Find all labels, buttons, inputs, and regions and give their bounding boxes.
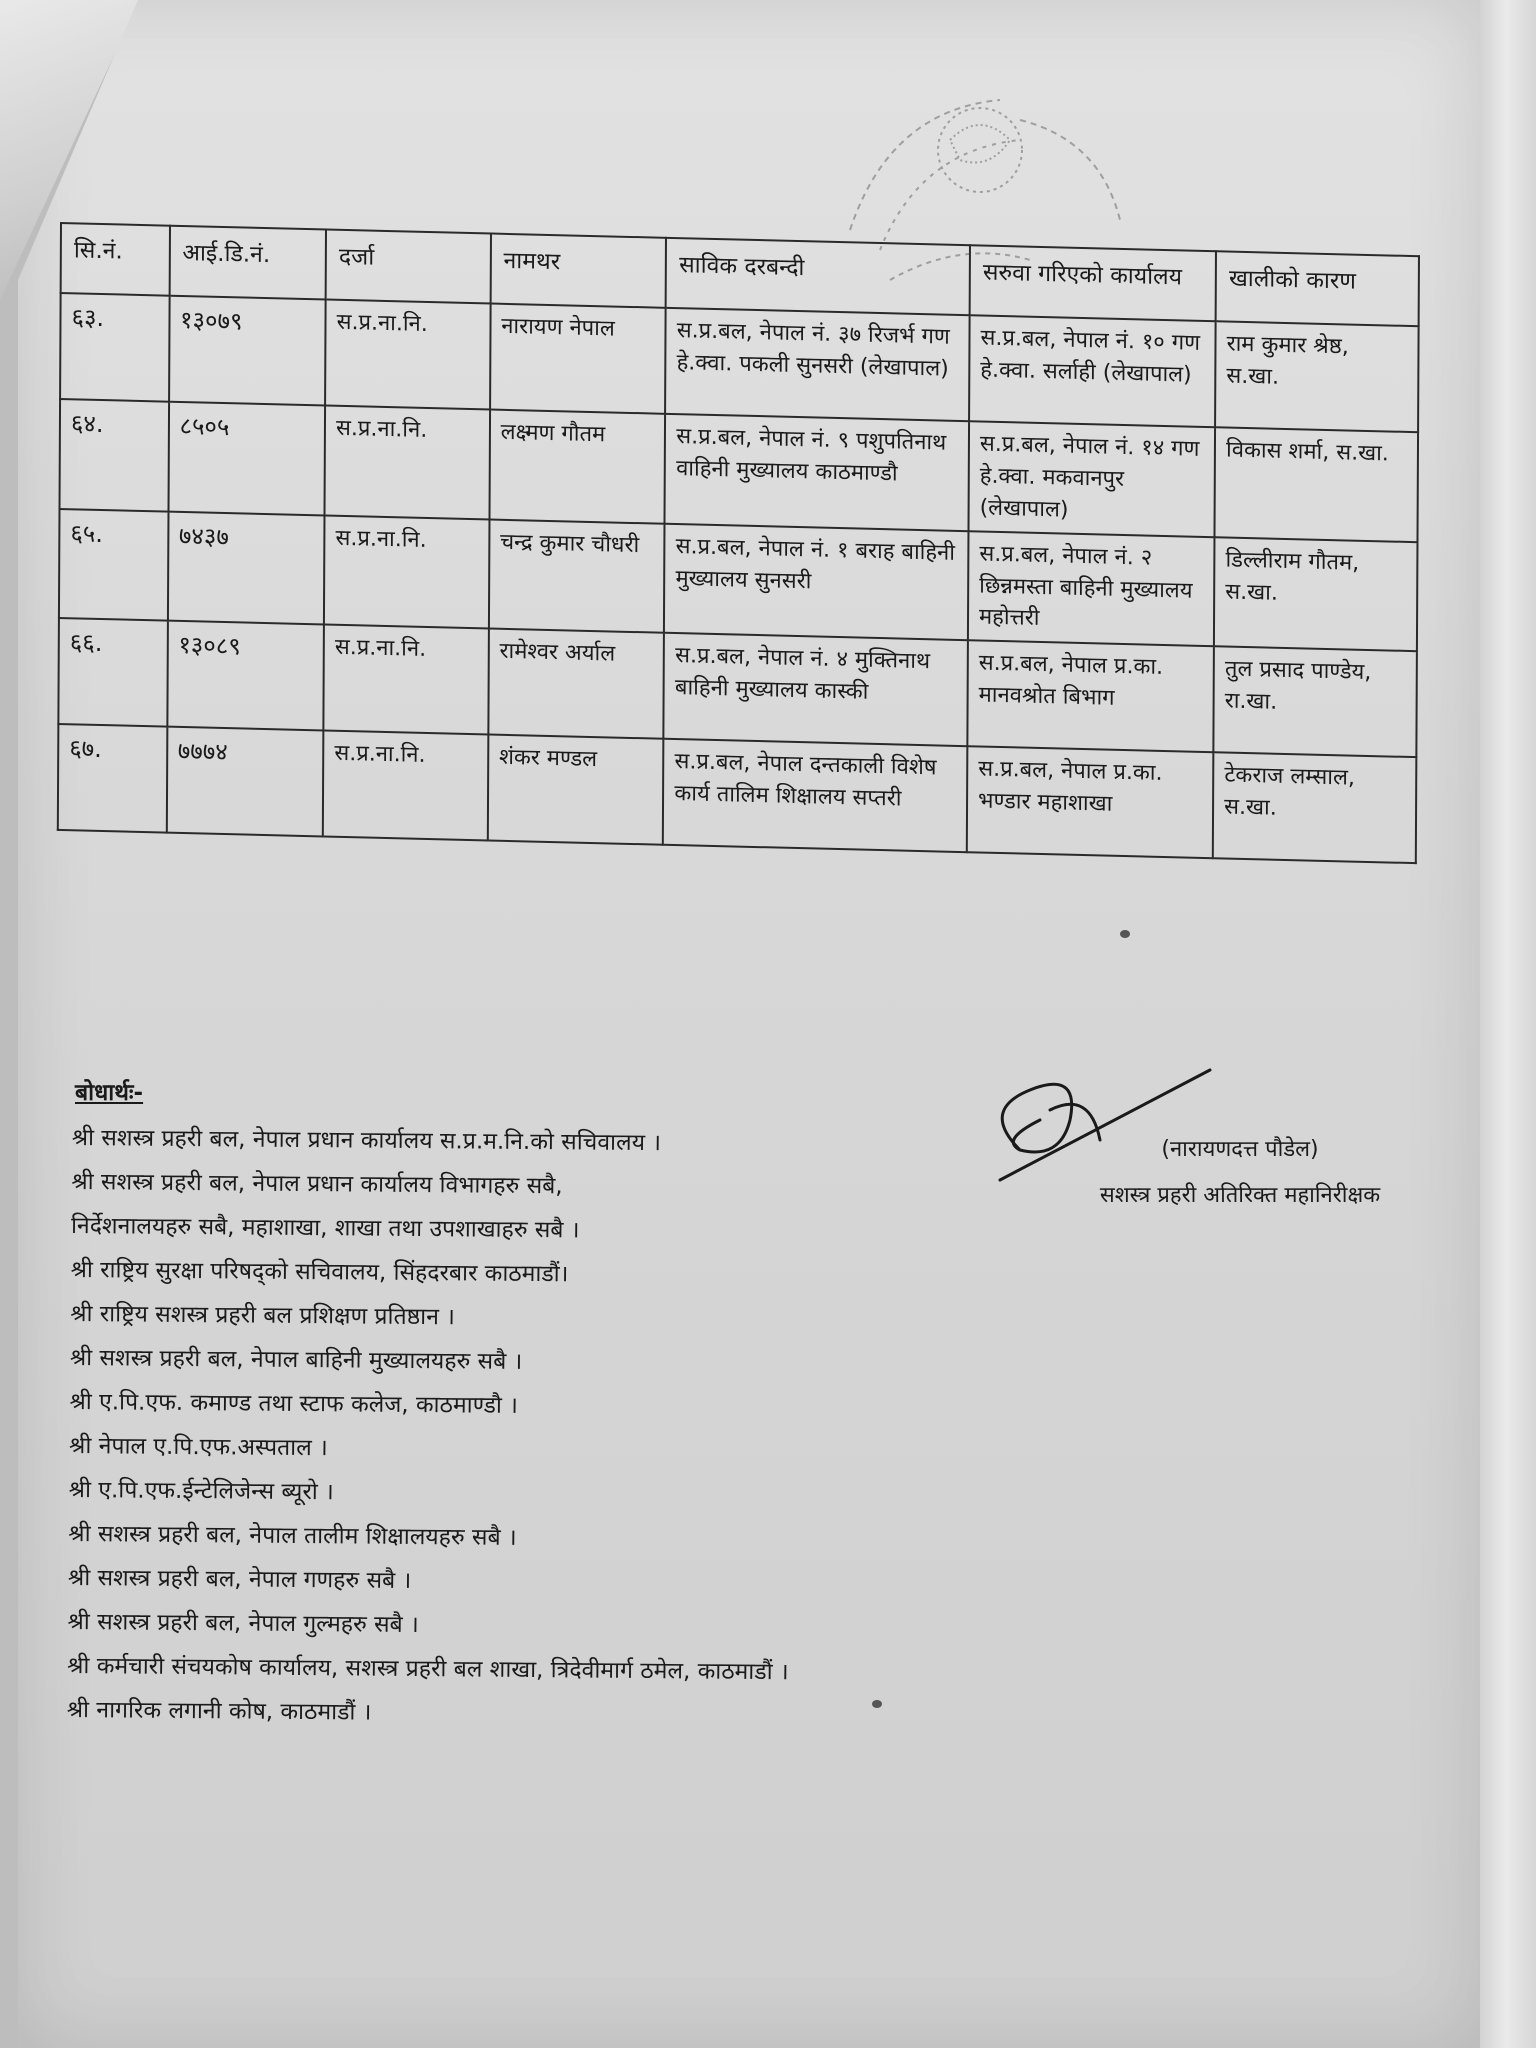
cell-id: ७४३७	[167, 511, 324, 624]
column-header: आई.डि.नं.	[169, 226, 326, 300]
cell-name: शंकर मण्डल	[488, 735, 664, 845]
cell-transferred-office: स.प्र.बल, नेपाल नं. १० गण हे.क्वा. सर्लाही (लेखापाल)	[969, 315, 1216, 427]
cell-previous-post: स.प्र.बल, नेपाल नं. ९ पशुपतिनाथ वाहिनी मुख्यालय काठमाण्डौ	[665, 414, 969, 531]
column-header: खालीको कारण	[1216, 251, 1419, 326]
column-header: सरुवा गरिएको कार्यालय	[970, 245, 1216, 321]
list-item: निर्देशनालयहरु सबै, महाशाखा, शाखा तथा उपशाखाहरु सबै ।	[70, 1212, 580, 1244]
cell-id: १३०७९	[169, 296, 326, 406]
transfer-table	[57, 222, 1420, 865]
cc-recipient-list	[67, 1116, 1072, 1741]
cell-name: चन्द्र कुमार चौधरी	[489, 519, 665, 633]
list-item: श्री नागरिक लगानी कोष, काठमाडौं ।	[66, 1696, 372, 1726]
list-item: श्री सशस्त्र प्रहरी बल, नेपाल गुल्महरु सबै ।	[67, 1608, 419, 1639]
column-header: साविक दरबन्दी	[666, 238, 970, 315]
list-item: श्री ए.पि.एफ. कमाण्ड तथा स्टाफ कलेज, काठमाण्डौ ।	[69, 1388, 518, 1419]
list-item: श्री राष्ट्रिय सशस्त्र प्रहरी बल प्रशिक्षण प्रतिष्ठान ।	[70, 1300, 456, 1331]
cell-serial: ६५.	[59, 509, 168, 621]
cell-vacancy-reason: तुल प्रसाद पाण्डेय, रा.खा.	[1213, 647, 1416, 758]
cell-vacancy-reason: टेकराज लम्साल, स.खा.	[1213, 753, 1416, 864]
cell-name: लक्ष्मण गौतम	[489, 410, 665, 524]
cell-id: ८५०५	[168, 402, 325, 515]
list-item: श्री सशस्त्र प्रहरी बल, नेपाल तालीम शिक्षालयहरु सबै ।	[68, 1520, 517, 1551]
cell-transferred-office: स.प्र.बल, नेपाल प्र.का. भण्डार महाशाखा	[967, 747, 1214, 859]
list-item: श्री सशस्त्र प्रहरी बल, नेपाल गणहरु सबै ।	[67, 1564, 412, 1594]
cell-id: ७७७४	[166, 727, 323, 837]
cell-vacancy-reason: डिल्लीराम गौतम, स.खा.	[1214, 537, 1417, 652]
cell-id: १३०८९	[167, 621, 324, 731]
cell-transferred-office: स.प्र.बल, नेपाल नं. १४ गण हे.क्वा. मकवानपुर (लेखापाल)	[969, 421, 1216, 537]
cell-serial: ६७.	[58, 724, 167, 833]
cell-serial: ६६.	[58, 618, 167, 727]
signatory-title: सशस्त्र प्रहरी अतिरिक्त महानिरीक्षक	[1099, 1183, 1381, 1208]
cell-previous-post: स.प्र.बल, नेपाल नं. ४ मुक्तिनाथ बाहिनी मुख्यालय कास्की	[664, 633, 968, 746]
cell-serial: ६३.	[60, 293, 169, 402]
column-header: नामथर	[490, 234, 666, 308]
cell-name: रामेश्वर अर्याल	[488, 629, 664, 739]
signatory-block	[1040, 1133, 1440, 1209]
cell-transferred-office: स.प्र.बल, नेपाल नं. २ छिन्नमस्ता बाहिनी मुख्यालय महोत्तरी	[968, 531, 1215, 647]
cell-vacancy-reason: विकास शर्मा, स.खा.	[1215, 427, 1418, 542]
column-header: सि.नं.	[61, 223, 170, 296]
list-item: श्री कर्मचारी संचयकोष कार्यालय, सशस्त्र प्रहरी बल शाखा, त्रिदेवीमार्ग ठमेल, काठमाडौं ।	[67, 1652, 789, 1686]
list-item: श्री सशस्त्र प्रहरी बल, नेपाल प्रधान कार्यालय स.प्र.म.नि.को सचिवालय ।	[71, 1124, 662, 1157]
list-item: श्री ए.पि.एफ.ईन्टेलिजेन्स ब्यूरो ।	[68, 1476, 334, 1506]
cell-rank: स.प्र.ना.नि.	[325, 405, 490, 519]
cell-vacancy-reason: राम कुमार श्रेष्ठ, स.खा.	[1215, 321, 1418, 432]
list-item: श्री नेपाल ए.पि.एफ.अस्पताल ।	[69, 1432, 328, 1462]
cell-previous-post: स.प्र.बल, नेपाल नं. ३७ रिजर्भ गण हे.क्वा. पकली सुनसरी (लेखापाल)	[665, 308, 969, 421]
cell-name: नारायण नेपाल	[490, 304, 666, 414]
list-item: श्री सशस्त्र प्रहरी बल, नेपाल बाहिनी मुख्यालयहरु सबै ।	[69, 1344, 523, 1375]
cell-rank: स.प्र.ना.नि.	[323, 625, 488, 735]
cell-previous-post: स.प्र.बल, नेपाल नं. १ बराह बाहिनी मुख्यालय सुनसरी	[664, 523, 968, 640]
list-item: श्री राष्ट्रिय सुरक्षा परिषद्को सचिवालय, सिंहदरबार काठमाडौं।	[70, 1256, 569, 1288]
cell-rank: स.प्र.ना.नि.	[323, 731, 488, 841]
cell-rank: स.प्र.ना.नि.	[325, 299, 490, 409]
desk-edge	[1476, 0, 1536, 2048]
signatory-name: (नारायणदत्त पौडेल)	[1161, 1137, 1319, 1162]
cc-heading: बोधार्थः-	[75, 1080, 144, 1106]
ink-speck	[1120, 930, 1130, 938]
cell-previous-post: स.प्र.बल, नेपाल दन्तकाली विशेष कार्य तालिम शिक्षालय सप्तरी	[663, 739, 967, 852]
cell-transferred-office: स.प्र.बल, नेपाल प्र.का. मानवश्रोत बिभाग	[967, 641, 1214, 753]
cell-serial: ६४.	[59, 399, 168, 511]
column-header: दर्जा	[326, 230, 491, 304]
list-item: श्री सशस्त्र प्रहरी बल, नेपाल प्रधान कार्यालय विभागहरु सबै,	[71, 1168, 563, 1200]
cell-rank: स.प्र.ना.नि.	[324, 515, 489, 629]
